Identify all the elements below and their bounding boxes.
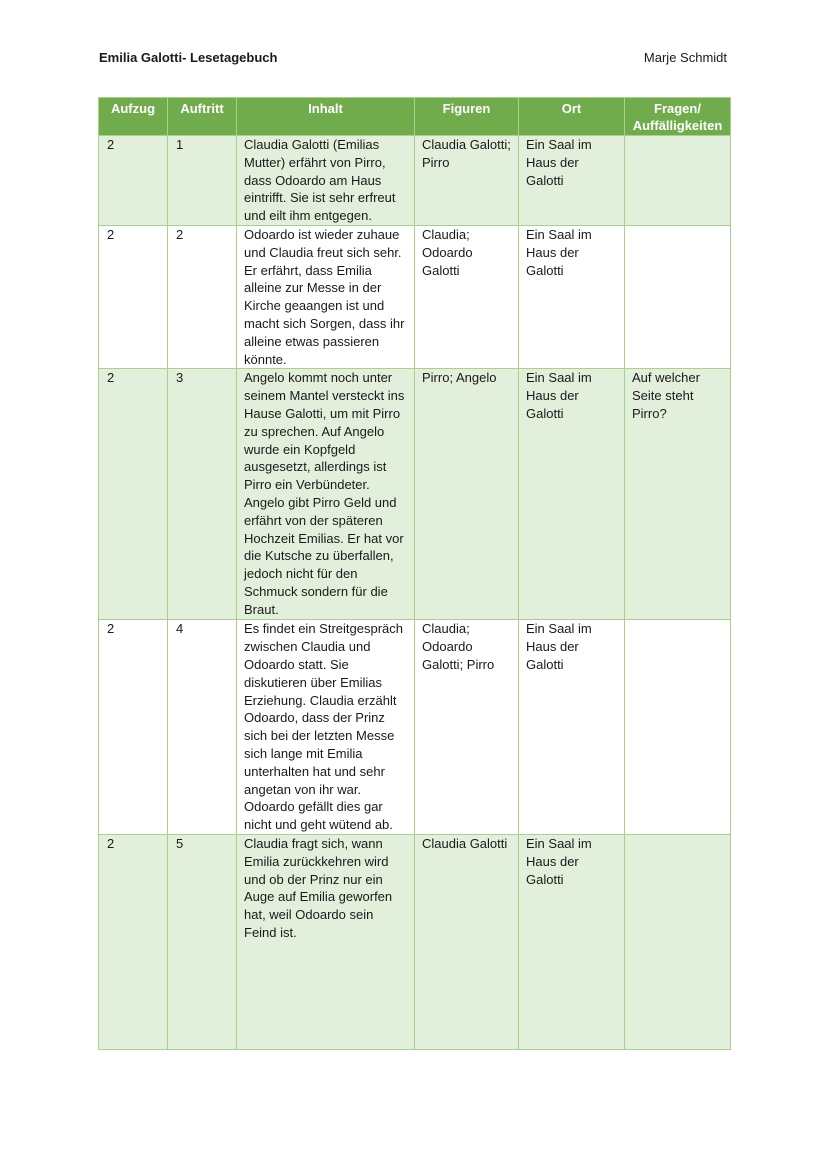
table-row <box>99 226 731 369</box>
cell-inhalt: Odoardo ist wieder zuhaue und Claudia freut sich sehr. Er erfährt, dass Emilia alleine zur Messe in der Kirche geaangen ist und macht sich Sorgen, dass ihr alleine etwas passieren könnte. <box>237 226 415 369</box>
column-header-auftritt: Auftritt <box>168 98 237 136</box>
cell-fragen <box>625 136 731 226</box>
cell-figuren: Pirro; Angelo <box>415 369 519 620</box>
cell-inhalt: Claudia Galotti (Emilias Mutter) erfährt von Pirro, dass Odoardo am Haus eintrifft. Sie ist sehr erfreut und eilt ihm entgegen. <box>237 136 415 226</box>
cell-figuren: Claudia Galotti; Pirro <box>415 136 519 226</box>
cell-auftritt: 2 <box>168 226 237 369</box>
cell-auftritt: 1 <box>168 136 237 226</box>
column-header-fragen: Fragen/ Auffälligkeiten <box>625 98 731 136</box>
table-row <box>99 834 731 1049</box>
cell-aufzug: 2 <box>99 136 168 226</box>
column-header-inhalt: Inhalt <box>237 98 415 136</box>
cell-figuren: Claudia; Odoardo Galotti; Pirro <box>415 620 519 835</box>
cell-aufzug: 2 <box>99 226 168 369</box>
cell-aufzug: 2 <box>99 369 168 620</box>
column-header-aufzug: Aufzug <box>99 98 168 136</box>
cell-auftritt: 4 <box>168 620 237 835</box>
table-row <box>99 136 731 226</box>
column-header-figuren: Figuren <box>415 98 519 136</box>
author-name: Marje Schmidt <box>643 50 727 65</box>
cell-fragen <box>625 226 731 369</box>
table-header-row <box>99 98 731 136</box>
cell-inhalt: Es findet ein Streitgespräch zwischen Claudia und Odoardo statt. Sie diskutieren über Emilias Erziehung. Claudia erzählt Odoardo, dass der Prinz sich bei der letzten Messe sich lange mit Emilia unterhalten hat und sehr angetan von ihr war. Odoardo gefällt dies gar nicht und geht wütend ab. <box>237 620 415 835</box>
cell-auftritt: 5 <box>168 834 237 1049</box>
cell-ort: Ein Saal im Haus der Galotti <box>519 226 625 369</box>
table-row <box>99 369 731 620</box>
cell-ort: Ein Saal im Haus der Galotti <box>519 369 625 620</box>
cell-ort: Ein Saal im Haus der Galotti <box>519 620 625 835</box>
document-title: Emilia Galotti- Lesetagebuch <box>99 50 278 65</box>
reading-log-table <box>98 97 731 1050</box>
column-header-ort: Ort <box>519 98 625 136</box>
cell-inhalt: Angelo kommt noch unter seinem Mantel versteckt ins Hause Galotti, um mit Pirro zu sprechen. Auf Angelo wurde ein Kopfgeld ausgesetzt, allerdings ist Pirro ein Verbündeter. Angelo gibt Pirro Geld und erfährt von der späteren Hochzeit Emilias. Er hat vor die Kutsche zu überfallen, jedoch nicht für den Schmuck sondern für die Braut. <box>237 369 415 620</box>
cell-fragen <box>625 620 731 835</box>
cell-figuren: Claudia; Odoardo Galotti <box>415 226 519 369</box>
cell-auftritt: 3 <box>168 369 237 620</box>
table-row <box>99 620 731 835</box>
cell-aufzug: 2 <box>99 834 168 1049</box>
cell-fragen <box>625 834 731 1049</box>
cell-figuren: Claudia Galotti <box>415 834 519 1049</box>
cell-inhalt: Claudia fragt sich, wann Emilia zurückkehren wird und ob der Prinz nur ein Auge auf Emilia geworfen hat, weil Odoardo sein Feind ist. <box>237 834 415 1049</box>
cell-ort: Ein Saal im Haus der Galotti <box>519 834 625 1049</box>
cell-fragen: Auf welcher Seite steht Pirro? <box>625 369 731 620</box>
cell-ort: Ein Saal im Haus der Galotti <box>519 136 625 226</box>
cell-aufzug: 2 <box>99 620 168 835</box>
